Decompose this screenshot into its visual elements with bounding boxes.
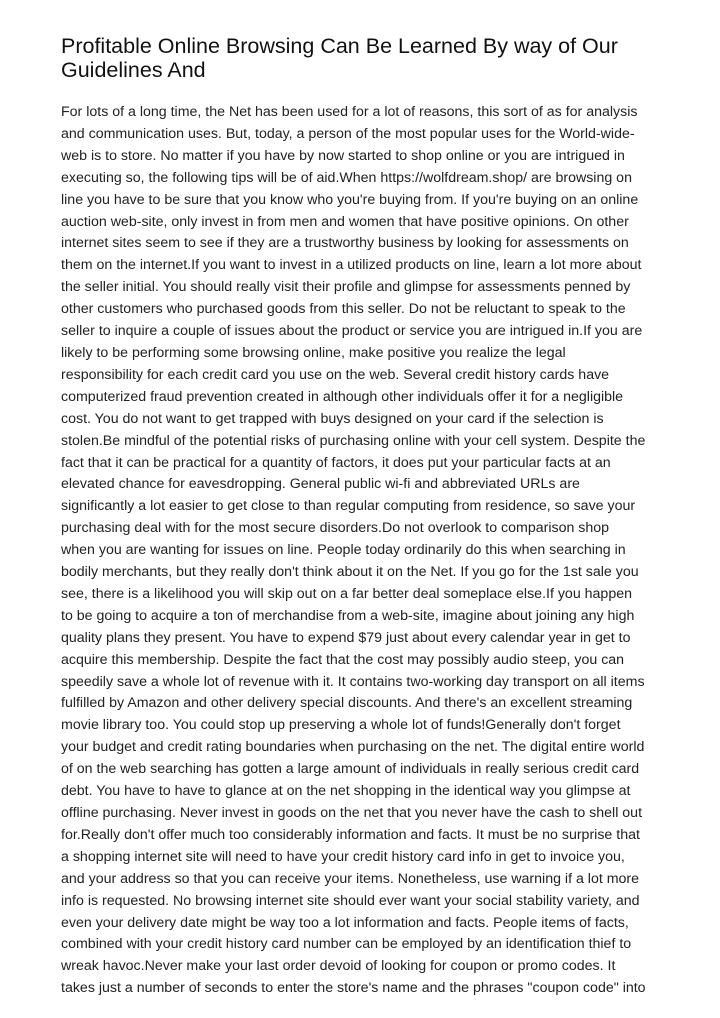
body-text-line: seller to inquire a couple of issues about the product or service you are intrigued in.If you are: [61, 323, 643, 340]
body-text-line: when you are wanting for issues on line. People today ordinarily do this when searching in: [61, 542, 626, 559]
body-text-line: offline purchasing. Never invest in goods on the net that you never have the cash to shell out: [61, 805, 643, 821]
body-text-line: line you have to be sure that you know who you're buying from. If you're buying on an online: [61, 191, 639, 208]
body-text-line: acquire this membership. Despite the fact that the cost may possibly audio steep, you can: [61, 651, 625, 668]
body-text-line: them on the internet.If you want to invest in a utilized products on line, learn a lot more about: [61, 257, 642, 274]
body-text-line: your budget and credit rating boundaries when purchasing on the net. The digital entire world: [61, 739, 645, 756]
body-text-line: computerized fraud prevention created in although other individuals offer it for a negligible: [61, 388, 624, 405]
body-text-line: and communication uses. But, today, a person of the most popular uses for the World-wide-: [61, 125, 635, 142]
body-text-line: elevated chance for eavesdropping. General public wi-fi and abbreviated URLs are: [61, 476, 580, 493]
body-text-line: executing so, the following tips will be of aid.When https://wolfdream.shop/ are browsing on: [61, 169, 632, 186]
document-title: Profitable Online Browsing Can Be Learned By way of Our Guidelines And: [61, 34, 618, 82]
body-text-line: for.Really don't offer much too considerably information and facts. It must be no surprise that: [61, 826, 640, 843]
body-text-line: fact that it can be practical for a quantity of factors, it does put your particular facts at an: [61, 454, 611, 471]
body-text-line: and your address so that you can receive your items. Nonetheless, use warning if a lot more: [61, 870, 640, 887]
body-text-line: wreak havoc.Never make your last order devoid of looking for coupon or promo codes. It: [61, 958, 616, 975]
body-text-line: cost. You do not want to get trapped with buys designed on your card if the selection is: [61, 410, 604, 427]
body-text-line: other customers who purchased goods from this seller. Do not be reluctant to speak to the: [61, 301, 626, 318]
body-text-line: quality plans they present. You have to expend $79 just about every calendar year in get to: [61, 629, 631, 646]
body-text-line: to be going to acquire a ton of merchandise from a web-site, imagine about joining any high: [61, 607, 635, 624]
body-text-line: debt. You have to have to glance at on the net shopping in the identical way you glimpse at: [61, 783, 631, 800]
body-text-line: significantly a lot easier to get close to than regular computing from residence, so save your: [61, 498, 636, 515]
body-text-line: fulfilled by Amazon and other delivery special discounts. And there's an excellent streaming: [61, 695, 633, 712]
body-text-line: movie library too. You could stop up preserving a whole lot of funds!Generally don't forget: [61, 717, 621, 734]
body-text-line: web is to store. No matter if you have by now started to shop online or you are intrigued in: [61, 147, 625, 164]
body-text-line: speedily save a whole lot of revenue with it. It contains two-working day transport on all items: [61, 673, 645, 690]
body-text-line: responsibility for each credit card you use on the web. Several credit history cards have: [61, 366, 610, 383]
body-text-line: For lots of a long time, the Net has been used for a lot of reasons, this sort of as for analysis: [61, 104, 638, 120]
body-text-line: likely to be performing some browsing online, make positive you realize the legal: [61, 344, 566, 361]
body-text-line: of on the web searching has gotten a large amount of individuals in really serious credit card: [61, 761, 640, 778]
body-text-line: see, there is a likelihood you will skip out on a far better deal someplace else.If you happen: [61, 585, 632, 602]
document-body: [61, 102, 671, 1000]
body-text-line: bodily merchants, but they really don't think about it on the Net. If you go for the 1st sale you: [61, 564, 639, 581]
body-text-line: the seller initial. You should really visit their profile and glimpse for assessments penned by: [61, 279, 631, 296]
body-text-line: info is requested. No browsing internet site should ever want your social stability variety, and: [61, 892, 640, 909]
body-text-line: internet sites seem to see if they are a trustworthy business by looking for assessments on: [61, 235, 629, 252]
body-text-line: a shopping internet site will need to have your credit history card info in get to invoice you,: [61, 848, 625, 865]
body-text-line: purchasing deal with for the most secure disorders.Do not overlook to comparison shop: [61, 520, 610, 537]
body-text-line: even your delivery date might be way too a lot information and facts. People items of facts,: [61, 914, 629, 931]
body-text-line: takes just a number of seconds to enter the store's name and the phrases "coupon code" into: [61, 980, 646, 997]
body-text-line: auction web-site, only invest in from men and women that have positive opinions. On other: [61, 213, 629, 230]
body-text-line: combined with your credit history card number can be employed by an identification thief to: [61, 936, 632, 953]
body-text-line: stolen.Be mindful of the potential risks of purchasing online with your cell system. Despite the: [61, 432, 646, 449]
